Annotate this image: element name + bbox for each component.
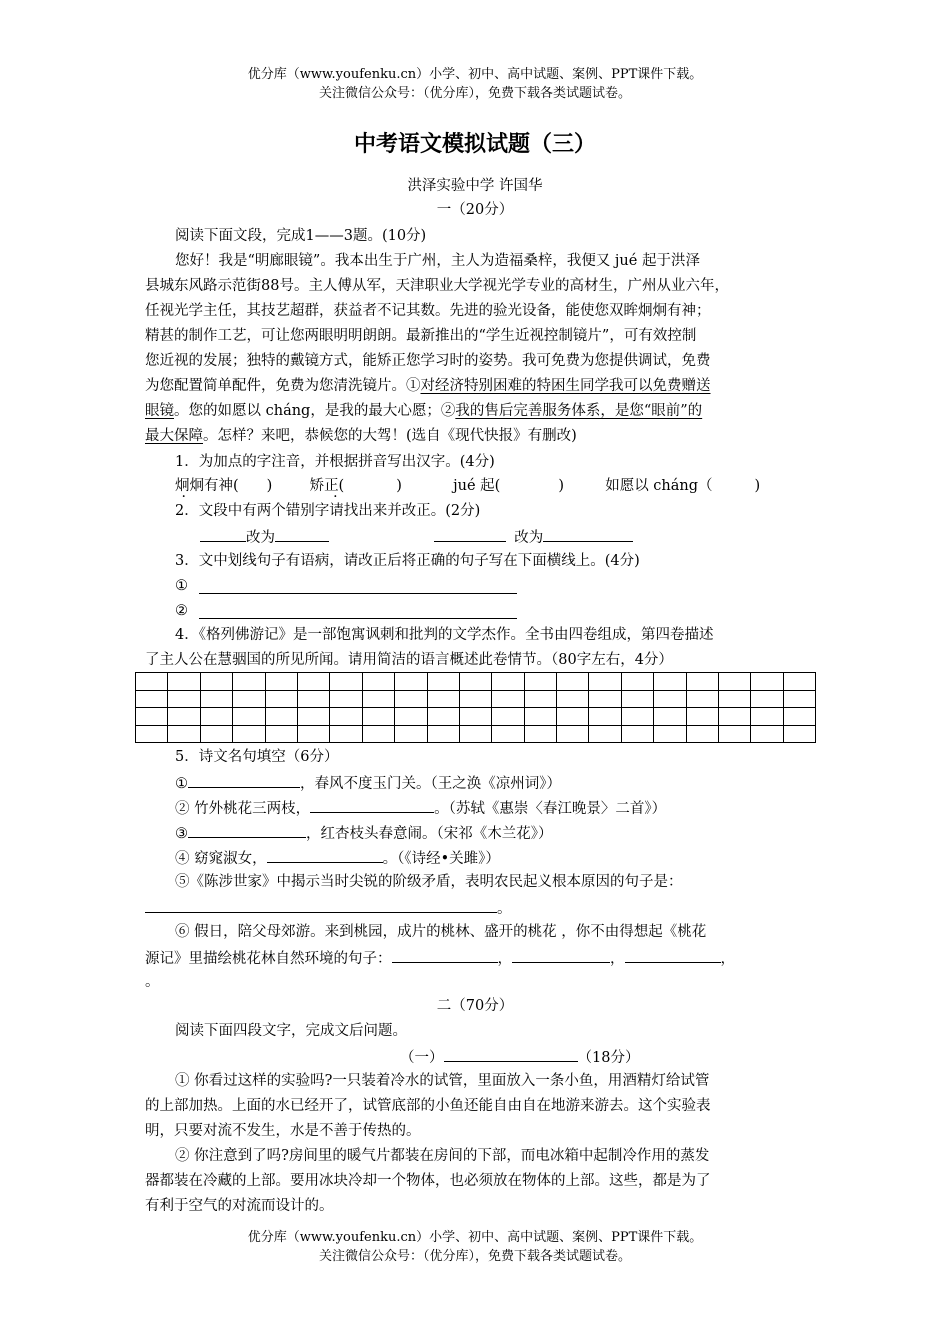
item-text: 源记》里描绘桃花林自然环境的句子：	[145, 951, 392, 967]
grid-cell[interactable]	[168, 673, 200, 691]
question-3: 3．文中划线句子有语病，请改正后将正确的句子写在下面横线上。(4分)	[175, 553, 640, 569]
q1-item-4: 如愿以 cháng（	[605, 478, 713, 494]
dotted-char: 炯	[175, 478, 190, 494]
answer-blank[interactable]	[200, 524, 246, 542]
q5-item-1	[175, 770, 561, 797]
grid-cell[interactable]	[557, 708, 589, 726]
grid-cell[interactable]	[751, 690, 783, 708]
grid-cell[interactable]	[783, 673, 815, 691]
answer-blank[interactable]	[188, 820, 306, 838]
q5-item-5-answer	[145, 895, 512, 922]
grid-cell[interactable]	[330, 725, 362, 743]
underlined-sentence-1: 对经济特别困难的特困生同学我可以免费赠送	[420, 378, 711, 394]
passage-line	[145, 424, 577, 449]
grid-cell[interactable]	[233, 725, 265, 743]
grid-cell[interactable]	[395, 673, 427, 691]
q5-item-3	[175, 820, 553, 847]
grid-cell[interactable]	[492, 725, 524, 743]
answer-blank[interactable]	[392, 945, 498, 963]
grid-cell[interactable]	[589, 673, 621, 691]
q3-mark-1: ①	[175, 578, 188, 594]
q2-answer-line	[200, 524, 633, 551]
grid-cell[interactable]	[168, 725, 200, 743]
footer-line-1: 优分库（www.youfenku.cn）小学、初中、高中试题、案例、PPT课件下载。	[247, 1230, 703, 1245]
q1-item-2: 矫	[309, 478, 325, 494]
passage-line: ① 你看过这样的实验吗?一只装着冷水的试管，里面放入一条小鱼，用酒精灯给试管	[175, 1073, 710, 1089]
grid-row	[136, 708, 816, 726]
grid-cell[interactable]	[621, 690, 653, 708]
grid-cell[interactable]	[719, 725, 751, 743]
grid-cell[interactable]	[783, 690, 815, 708]
grid-cell[interactable]	[297, 725, 329, 743]
grid-cell[interactable]	[265, 708, 297, 726]
item-mark: ③	[175, 826, 188, 842]
grid-cell[interactable]	[557, 673, 589, 691]
q5-item-6: ⑥ 假日，陪父母郊游。来到桃园，成片的桃林、盛开的桃花 ，你不由得想起《桃花	[175, 924, 707, 940]
item-text: 。	[497, 901, 512, 917]
underlined-sentence-1-end: 眼镜	[145, 403, 174, 419]
grid-cell[interactable]	[200, 708, 232, 726]
grid-row	[136, 673, 816, 691]
grid-cell[interactable]	[621, 708, 653, 726]
passage-line: ② 你注意到了吗?房间里的暖气片都装在房间的下部，而电冰箱中起制冷作用的蒸发	[175, 1148, 710, 1164]
grid-cell[interactable]	[168, 708, 200, 726]
q5-item-2	[175, 795, 666, 822]
grid-cell[interactable]	[395, 708, 427, 726]
grid-cell[interactable]	[200, 673, 232, 691]
grid-cell[interactable]	[492, 673, 524, 691]
header-line-2: 关注微信公众号：（优分库），免费下载各类试题试卷。	[318, 86, 631, 101]
grid-cell[interactable]	[233, 690, 265, 708]
passage-line	[145, 374, 711, 399]
change-label: 改为	[514, 530, 544, 546]
underlined-sentence-2: 我的售后完善服务体系，是您“眼前”的	[455, 403, 703, 419]
grid-cell[interactable]	[654, 708, 686, 726]
grid-cell[interactable]	[492, 708, 524, 726]
subsection-score: （18分）	[577, 1050, 640, 1066]
answer-blank[interactable]	[444, 1044, 578, 1062]
grid-cell[interactable]	[686, 673, 718, 691]
grid-cell[interactable]	[589, 708, 621, 726]
grid-cell[interactable]	[751, 708, 783, 726]
grid-row	[136, 725, 816, 743]
change-label: 改为	[246, 530, 275, 546]
q5-item-5: ⑤《陈涉世家》中揭示当时尖锐的阶级矛盾，表明农民起义根本原因的句子是：	[175, 874, 683, 890]
section2-intro: 阅读下面四段文字，完成文后问题。	[175, 1023, 407, 1039]
grid-cell[interactable]	[330, 673, 362, 691]
item-text: 。（《诗经•关雎》）	[382, 851, 500, 867]
grid-cell[interactable]	[136, 708, 168, 726]
section2-heading: 二（70分）	[436, 998, 514, 1014]
passage-line: 明，只要对流不发生，水是不善于传热的。	[145, 1123, 421, 1139]
separator: ，	[497, 951, 512, 967]
grid-cell[interactable]	[297, 708, 329, 726]
item-text: ④ 窈窕淑女，	[175, 851, 267, 867]
grid-cell[interactable]	[459, 708, 491, 726]
item-text: ② 竹外桃花三两枝，	[175, 801, 311, 817]
grid-cell[interactable]	[557, 690, 589, 708]
q1-item-2-close: )	[396, 478, 402, 494]
grid-cell[interactable]	[589, 725, 621, 743]
grid-cell[interactable]	[233, 708, 265, 726]
passage-line	[145, 399, 702, 424]
passage-line: 有利于空气的对流而设计的。	[145, 1198, 334, 1214]
grid-cell[interactable]	[362, 708, 394, 726]
item-text: 。（苏轼《惠崇〈春江晚景〉二首》）	[434, 801, 667, 817]
grid-cell[interactable]	[751, 673, 783, 691]
answer-blank[interactable]	[267, 845, 383, 863]
grid-cell[interactable]	[265, 725, 297, 743]
q3-answer-line-1[interactable]	[199, 593, 517, 594]
grid-cell[interactable]	[233, 673, 265, 691]
answer-blank[interactable]	[145, 895, 497, 913]
grid-cell[interactable]	[427, 708, 459, 726]
subsection-1-heading	[400, 1044, 639, 1071]
question-2: 2．文段中有两个错别字请找出来并改正。(2分)	[175, 503, 481, 519]
grid-cell[interactable]	[297, 690, 329, 708]
passage-line: 精甚的制作工艺，可让您两眼明明朗朗。最新推出的“学生近视控制镜片”，可有效控制	[145, 328, 697, 344]
grid-cell[interactable]	[297, 673, 329, 691]
grid-cell[interactable]	[362, 725, 394, 743]
grid-cell[interactable]	[200, 690, 232, 708]
q3-mark-2: ②	[175, 603, 188, 619]
dotted-char: 正( ·	[324, 478, 344, 494]
grid-cell[interactable]	[168, 690, 200, 708]
answer-blank[interactable]	[188, 770, 300, 788]
grid-cell[interactable]	[524, 725, 556, 743]
question-4: 4．《格列佛游记》是一部饱寓讽刺和批判的文学杰作。全书由四卷组成，第四卷描述	[175, 627, 714, 643]
grid-cell[interactable]	[330, 708, 362, 726]
grid-cell[interactable]	[330, 690, 362, 708]
separator: ，	[610, 951, 625, 967]
grid-cell[interactable]	[654, 673, 686, 691]
author: 洪泽实验中学 许国华	[407, 178, 543, 194]
question-1-items	[175, 474, 760, 499]
grid-cell[interactable]	[686, 725, 718, 743]
q5-item-6-cont	[145, 945, 735, 972]
passage-text: 为您配置简单配件，免费为您清洗镜片。①	[145, 378, 421, 394]
q1-item-1: 炯有神(	[189, 478, 239, 494]
grid-cell[interactable]	[459, 725, 491, 743]
q3-answer-line-2[interactable]	[199, 618, 517, 619]
answer-blank[interactable]	[625, 945, 721, 963]
answer-blank[interactable]	[512, 945, 610, 963]
grid-cell[interactable]	[136, 690, 168, 708]
q1-item-3: jué 起(	[453, 478, 501, 494]
q5-item-6-end: 。	[145, 974, 160, 990]
grid-cell[interactable]	[362, 673, 394, 691]
passage-text: 。怎样？来吧，恭候您的大驾！(选自《现代快报》有删改)	[203, 428, 577, 444]
grid-cell[interactable]	[136, 673, 168, 691]
q1-item-4-close: )	[754, 478, 761, 494]
grid-cell[interactable]	[492, 690, 524, 708]
grid-cell[interactable]	[200, 725, 232, 743]
grid-cell[interactable]	[427, 690, 459, 708]
question-4-cont: 了主人公在慧骃国的所见所闻。请用简洁的语言概述此卷情节。（80字左右，4分）	[145, 652, 673, 668]
grid-cell[interactable]	[265, 673, 297, 691]
grid-cell[interactable]	[719, 673, 751, 691]
answer-blank[interactable]	[543, 524, 633, 542]
passage-line: 您近视的发展；独特的戴镜方式，能矫正您学习时的姿势。我可免费为您提供调试，免费	[145, 353, 711, 369]
grid-cell[interactable]	[524, 690, 556, 708]
grid-row	[136, 690, 816, 708]
section1-heading: 一（20分）	[436, 202, 514, 218]
answer-blank[interactable]	[310, 795, 434, 813]
passage-line: 您好！我是“明廊眼镜”。我本出生于广州，主人为造福桑梓，我便又 jué 起于洪泽	[175, 253, 700, 269]
question-5: 5．诗文名句填空（6分）	[175, 749, 339, 765]
grid-cell[interactable]	[459, 673, 491, 691]
grid-cell[interactable]	[719, 690, 751, 708]
item-text: ，春风不度玉门关。（王之涣《凉州词》）	[300, 776, 561, 792]
grid-cell[interactable]	[621, 725, 653, 743]
grid-cell[interactable]	[136, 725, 168, 743]
passage-line: 任视光学主任，其技艺超群，获益者不记其数。先进的验光设备，能使您双眸炯炯有神；	[145, 303, 711, 319]
q1-item-1-close: )	[266, 478, 273, 494]
grid-cell[interactable]	[621, 673, 653, 691]
question-1: 1．为加点的字注音，并根据拼音写出汉字。(4分)	[175, 454, 495, 470]
separator: ，	[720, 951, 735, 967]
grid-cell[interactable]	[654, 690, 686, 708]
section1-intro: 阅读下面文段，完成1——3题。(10分)	[175, 228, 427, 244]
grid-cell[interactable]	[524, 708, 556, 726]
writing-grid[interactable]	[135, 672, 816, 743]
passage-line: 县城东风路示范街88号。主人傅从军，天津职业大学视光学专业的高材生，广州从业六年，	[145, 278, 729, 294]
footer-line-2: 关注微信公众号：（优分库），免费下载各类试题试卷。	[318, 1249, 631, 1264]
passage-line: 的上部加热。上面的水已经开了，试管底部的小鱼还能自由自在地游来游去。这个实验表	[145, 1098, 711, 1114]
grid-cell[interactable]	[265, 690, 297, 708]
grid-cell[interactable]	[395, 690, 427, 708]
subsection-number: （一）	[400, 1050, 444, 1066]
passage-text: 。您的如愿以 cháng，是我的最大心愿；②	[174, 403, 456, 419]
grid-cell[interactable]	[783, 708, 815, 726]
header-line-1: 优分库（www.youfenku.cn）小学、初中、高中试题、案例、PPT课件下载。	[247, 67, 703, 82]
grid-cell[interactable]	[524, 673, 556, 691]
grid-cell[interactable]	[395, 725, 427, 743]
grid-cell[interactable]	[427, 725, 459, 743]
grid-cell[interactable]	[783, 725, 815, 743]
grid-cell[interactable]	[686, 708, 718, 726]
answer-blank[interactable]	[434, 524, 506, 542]
underlined-sentence-2-end: 最大保障	[145, 428, 203, 444]
grid-cell[interactable]	[751, 725, 783, 743]
grid-cell[interactable]	[686, 690, 718, 708]
item-mark: ①	[175, 776, 188, 792]
answer-blank[interactable]	[275, 524, 329, 542]
page-title: 中考语文模拟试题（三）	[353, 131, 596, 157]
grid-cell[interactable]	[654, 725, 686, 743]
passage-line: 器都装在冷藏的上部。要用冰块冷却一个物体，也必须放在物体的上部。这些，都是为了	[145, 1173, 711, 1189]
grid-cell[interactable]	[459, 690, 491, 708]
q1-item-3-close: )	[558, 478, 564, 494]
grid-cell[interactable]	[719, 708, 751, 726]
q5-item-4	[175, 845, 500, 872]
grid-cell[interactable]	[557, 725, 589, 743]
grid-cell[interactable]	[427, 673, 459, 691]
grid-cell[interactable]	[362, 690, 394, 708]
item-text: ，红杏枝头春意闹。（宋祁《木兰花》）	[306, 826, 553, 842]
grid-cell[interactable]	[589, 690, 621, 708]
